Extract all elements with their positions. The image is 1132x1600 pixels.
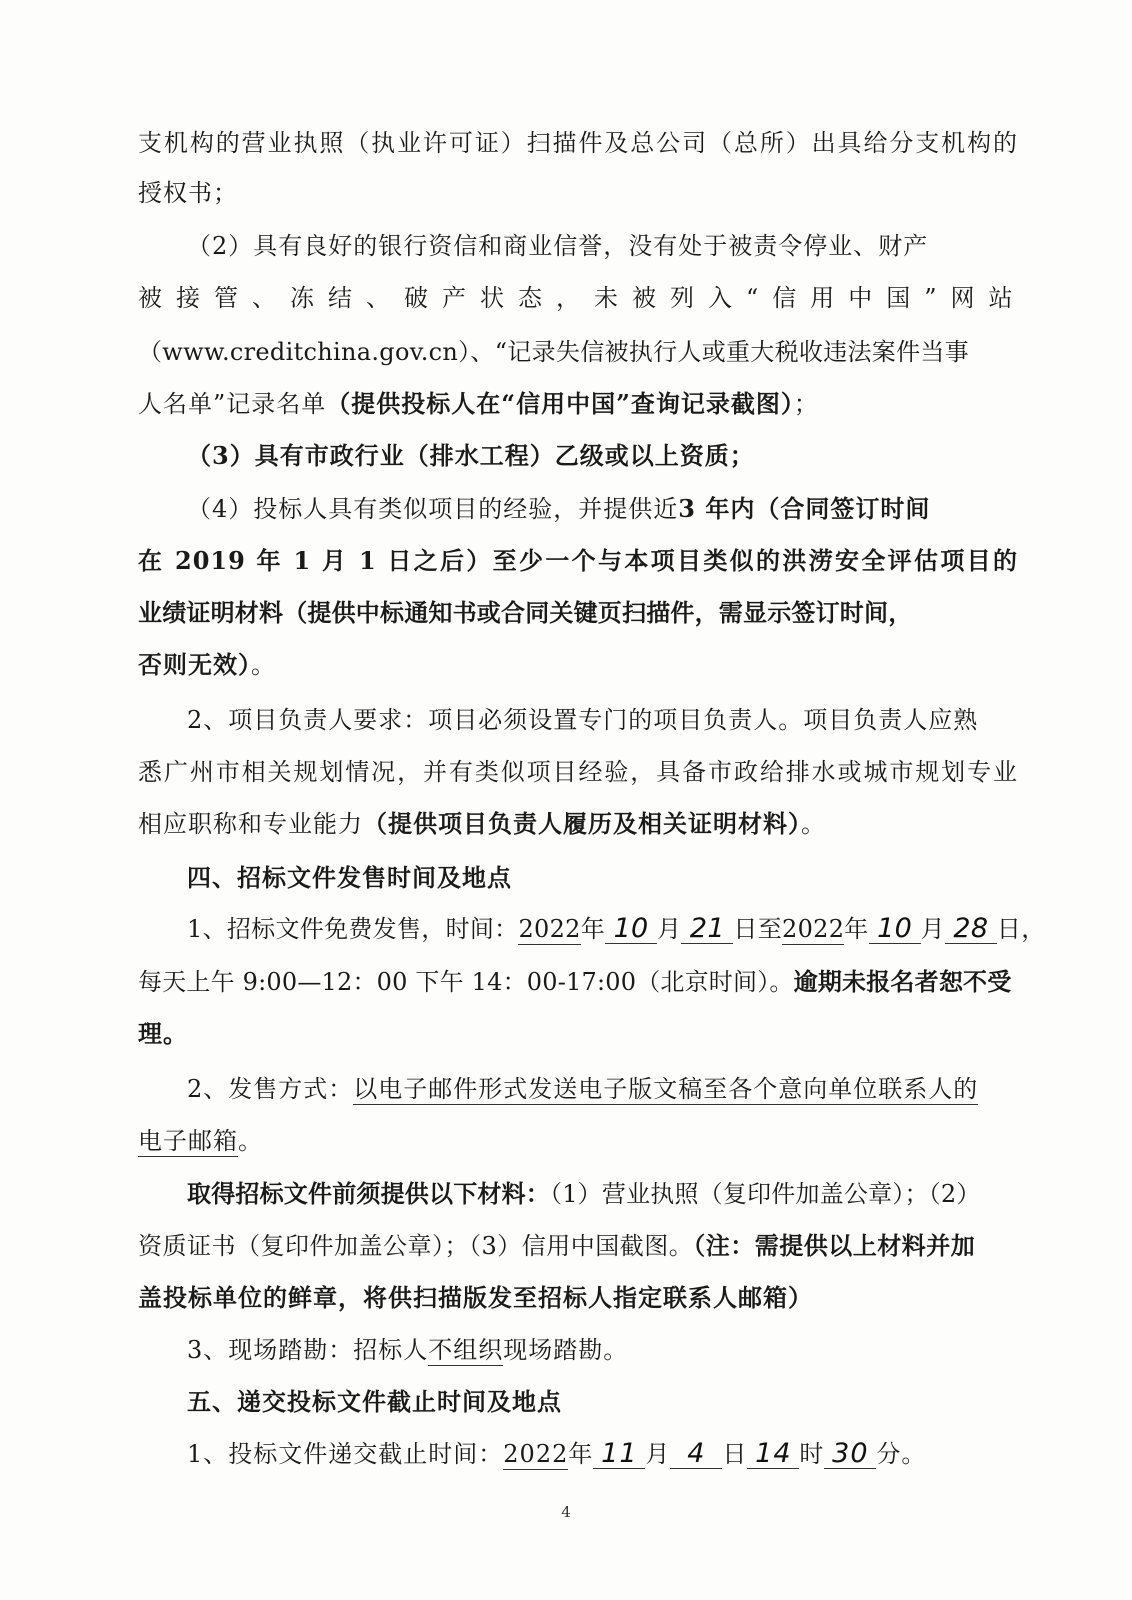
- bold-text: （注：需提供以上材料并加: [693, 1231, 976, 1260]
- text-span: 每天上午 9:00—12：00 下午 14：00-17:00（北京时间）。: [138, 968, 794, 996]
- underlined-text: 电子邮箱: [138, 1127, 238, 1155]
- text-span: 人名单”记录名单: [138, 390, 327, 418]
- text-span: 1、投标文件递交截止时间：: [187, 1440, 504, 1468]
- site-visit-line: [187, 1335, 1067, 1365]
- text-span: 相应职称和专业能力: [138, 810, 363, 838]
- text-span: 至: [757, 915, 782, 943]
- paragraph-line: [187, 494, 1018, 524]
- paragraph-line: [138, 650, 1018, 680]
- handwritten-hour: 14: [747, 1440, 799, 1469]
- text-span: 月: [645, 1440, 671, 1468]
- handwritten-month: 10: [605, 915, 657, 944]
- underlined-text: 不组织: [428, 1336, 504, 1364]
- text-span: （2）具有良好的银行资信和商业信誉，没有处于被责令停业、财产: [187, 232, 929, 260]
- text-span: 年: [580, 915, 606, 943]
- text-span: 年: [844, 915, 869, 943]
- paragraph-line: [138, 809, 1018, 839]
- paragraph-line: 2、项目负责人要求：项目必须设置专门的项目负责人。项目负责人应熟: [187, 706, 979, 734]
- paragraph-line: （www.creditchina.gov.cn）、“记录失信被执行人或重大税收违法案件当事: [138, 338, 969, 366]
- sale-time-line: [187, 914, 1067, 944]
- text-span: 日: [722, 1440, 748, 1468]
- requirement-qualification: （3）具有市政行业（排水工程）乙级或以上资质；: [187, 441, 755, 470]
- text-span: 月: [920, 915, 945, 943]
- paragraph-line: [187, 231, 1018, 261]
- paragraph-line: 理。: [138, 1019, 188, 1048]
- sale-method-line: [187, 1074, 1018, 1104]
- section-heading-4: 四、招标文件发售时间及地点: [187, 863, 512, 892]
- paragraph-line: 支机构的营业执照（执业许可证）扫描件及总公司（总所）出具给分支机构的: [138, 129, 1018, 157]
- bold-text: （提供项目负责人履历及相关证明材料）: [363, 809, 801, 838]
- text-span: 。: [801, 810, 826, 838]
- paragraph-line: 被接管、冻结、破产状态，未被列入“信用中国”网站: [138, 284, 1027, 312]
- text-span: 。: [251, 651, 276, 679]
- section-heading-5: 五、递交投标文件截止时间及地点: [187, 1387, 562, 1416]
- text-span: ；: [793, 390, 819, 418]
- text-span: 。: [238, 1127, 263, 1155]
- text-span: 时: [799, 1440, 825, 1468]
- text-span: 3、现场踏勘：招标人: [187, 1336, 429, 1364]
- underlined-text: 以电子邮件形式发送电子版文稿至各个意向单位联系人的: [353, 1075, 979, 1103]
- text-span: 现场踏勘。: [503, 1336, 629, 1364]
- paragraph-line: [138, 967, 1018, 997]
- bold-text: 3 年内（合同签订时间: [678, 494, 931, 523]
- handwritten-minute: 30: [824, 1440, 876, 1469]
- text-span: 月: [657, 915, 682, 943]
- text-span: 2、发售方式：: [187, 1075, 354, 1103]
- handwritten-day: 21: [681, 915, 733, 944]
- text-span: 年: [568, 1440, 594, 1468]
- deadline-line: [187, 1439, 1067, 1469]
- year-value: 2022: [518, 915, 581, 943]
- paragraph-line: [138, 389, 1018, 419]
- paragraph-line: [138, 1126, 1018, 1156]
- handwritten-day: 28: [945, 915, 997, 944]
- bold-text: 逾期未报名者恕不受: [793, 967, 1012, 996]
- bold-text: 取得招标文件前须提供以下材料：: [187, 1179, 550, 1208]
- handwritten-day: 4: [670, 1440, 722, 1469]
- handwritten-month: 10: [869, 915, 921, 944]
- text-span: 分。: [876, 1440, 927, 1468]
- paragraph-line: [187, 1179, 1018, 1209]
- bold-text: （提供投标人在“信用中国”查询记录截图）: [326, 389, 794, 418]
- paragraph-line: [138, 1231, 1018, 1261]
- text-span: 日，: [996, 915, 1046, 943]
- handwritten-month: 11: [593, 1440, 645, 1469]
- text-span: （1）营业执照（复印件加盖公章）；（2）: [550, 1180, 981, 1208]
- paragraph-line: 业绩证明材料（提供中标通知书或合同关键页扫描件，需显示签订时间，: [138, 598, 913, 627]
- paragraph-line: 在 2019 年 1 月 1 日之后）至少一个与本项目类似的洪涝安全评估项目的: [138, 546, 1018, 575]
- year-value: 2022: [782, 915, 845, 943]
- year-value: 2022: [503, 1440, 569, 1468]
- text-span: 资质证书（复印件加盖公章）；（3）信用中国截图。: [138, 1232, 694, 1260]
- bold-text: 否则无效）: [138, 650, 251, 679]
- text-span: 1、招标文件免费发售，时间：: [187, 915, 519, 943]
- paragraph-line: 授权书；: [138, 179, 238, 207]
- text-span: 日: [733, 915, 758, 943]
- paragraph-line: 盖投标单位的鲜章，将供扫描版发至招标人指定联系人邮箱）: [138, 1283, 813, 1312]
- text-span: （4）投标人具有类似项目的经验，并提供近: [187, 495, 679, 523]
- paragraph-line: 悉广州市相关规划情况，并有类似项目经验，具备市政给排水或城市规划专业: [138, 758, 1018, 786]
- page-number: 4: [561, 1503, 571, 1521]
